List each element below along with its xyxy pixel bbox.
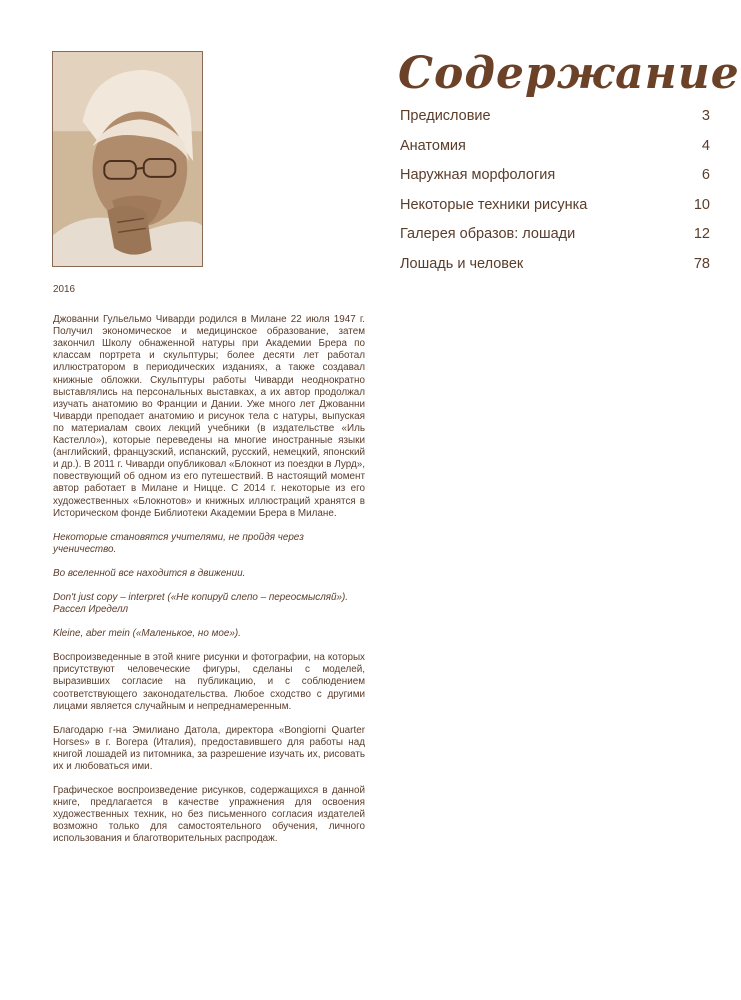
toc-item-label: Некоторые техники рисунка bbox=[400, 196, 588, 213]
quote-interpret-text: Don't just copy – interpret («Не копируй слепо – переосмысляй»). bbox=[53, 591, 349, 603]
author-info bbox=[53, 284, 365, 858]
toc-item-label: Галерея образов: лошади bbox=[400, 226, 576, 243]
toc-item-horse-and-man[interactable] bbox=[400, 256, 710, 286]
quote-interpret-author: Рассел Иределл bbox=[53, 604, 129, 616]
table-of-contents bbox=[400, 108, 710, 286]
toc-item-page: 78 bbox=[693, 255, 710, 272]
toc-item-page: 10 bbox=[693, 196, 710, 213]
toc-item-gallery[interactable] bbox=[400, 226, 710, 256]
acknowledgement: Благодарю г-на Эмилиано Датола, директора «Bongiorni Quarter Horses» в г. Вогера (Италия), предоставившего для работы над книгой лошадей из питомника, за разрешение изучать их, рисовать их и любоваться ими. bbox=[53, 724, 365, 772]
toc-item-anatomy[interactable] bbox=[400, 138, 710, 168]
reproduction-notice: Графическое воспроизведение рисунков, содержащихся в данной книге, предлагается в качестве упражнения для освоения художественных техник, но без письменного согласия издателей возможно только для самостоятельного обучения, личного использования и благотворительных распродаж. bbox=[53, 785, 365, 845]
toc-item-label: Анатомия bbox=[400, 137, 466, 154]
toc-item-page: 3 bbox=[701, 108, 710, 124]
toc-item-label: Наружная морфология bbox=[400, 167, 556, 184]
toc-title: Содержание bbox=[398, 48, 740, 99]
models-disclaimer: Воспроизведенные в этой книге рисунки и фотографии, на которых присутствуют человеческие фигуры, сделаны с моделей, выразивших согласие на публикацию, и с соблюдением соответствующего законодательства. Любое сходство с другими лицами является случайным и непреднамеренным. bbox=[53, 652, 365, 712]
toc-item-label: Лошадь и человек bbox=[400, 255, 524, 272]
year: 2016 bbox=[53, 284, 75, 295]
author-bio: Джованни Гульельмо Чиварди родился в Милане 22 июля 1947 г. Получил экономическое и медицинское образование, затем закончил Школу обнаженной натуры при Академии Брера по классам портрета и скульптуры; более десяти лет работал иллюстратором в периодических изданиях, а также создавал книжные обложки. Скульптуры работы Чиварди неоднократно выставлялись на персональных выставках, а их автор продолжал изучать анатомию во Франции и Дании. Уже много лет Джованни Чиварди преподает анатомию и рисунок тела с натуры, выпуская по материалам своих лекций учебники (в издательстве «Иль Кастелло»), которые переведены на многие иностранные языки (английский, французский, испанский, русский, немецкий, японский и др.). В 2011 г. Чиварди опубликовал «Блокнот из поездки в Лурд», повествующий об одном из его путешествий. В настоящий момент автор работает в Милане и Ницце. С 2014 г. некоторые из его художественных «Блокнотов» и книжных иллюстраций хранятся в Историческом фонде Библиотеки Академии Брера в Милане. bbox=[53, 314, 365, 519]
toc-item-preface[interactable] bbox=[400, 108, 710, 138]
quote-universe: Во вселенной все находится в движении. bbox=[53, 567, 246, 579]
author-portrait bbox=[52, 51, 203, 267]
toc-item-morphology[interactable] bbox=[400, 167, 710, 197]
quote-teachers: Некоторые становятся учителями, не пройдя через ученичество. bbox=[53, 531, 304, 555]
toc-item-page: 12 bbox=[693, 226, 710, 243]
quote-kleine: Kleine, aber mein («Маленькое, но мое»). bbox=[53, 628, 241, 640]
toc-item-techniques[interactable] bbox=[400, 197, 710, 227]
quote-interpret bbox=[53, 592, 365, 616]
toc-item-label: Предисловие bbox=[400, 108, 491, 124]
author-photo bbox=[53, 52, 202, 266]
toc-item-page: 6 bbox=[701, 167, 710, 184]
toc-item-page: 4 bbox=[701, 137, 710, 154]
